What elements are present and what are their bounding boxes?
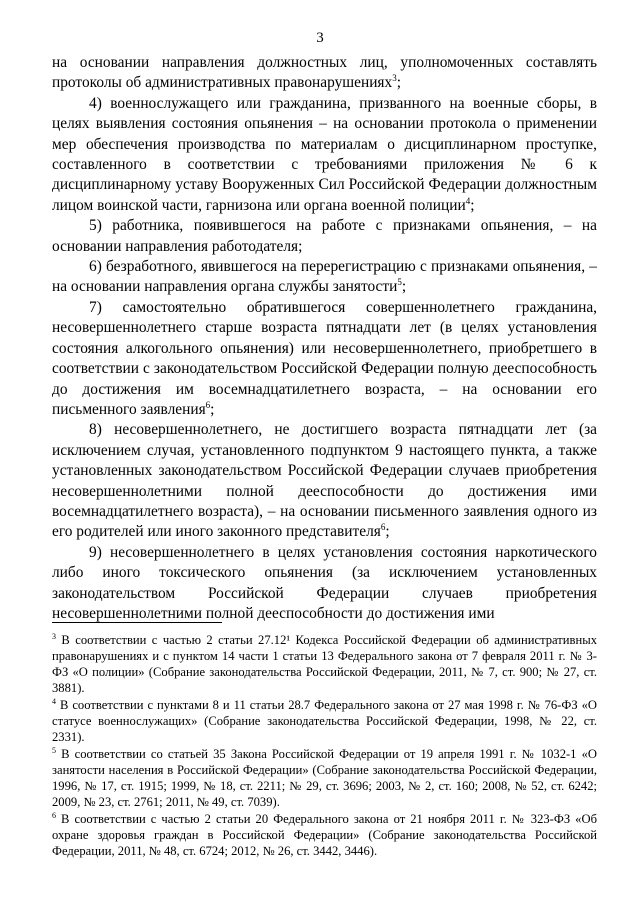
paragraph-4: 6) безработного, явившегося на перерегистрацию с признаками опьянения, – на основании направления органа службы занятости$^5$; [52,258,597,296]
footnote-ref: 3 [392,73,397,84]
paragraph-3: 5) работника, появившегося на работе с признаками опьянения, – на основании направления работодателя; [52,217,597,255]
paragraph-6: 8) несовершеннолетнего, не достигшего возраста пятнадцати лет (за исключением случая, установленного подпунктом 9 настоящего пункта, а также установленных законодательством Российской Федерации случаев приобретения несовершеннолетними полной дееспособности до достижения ими восемнадцатилетнего возраста), – на основании письменного заявления одного из его родителей или иного законного представителя$^6$; [52,421,597,541]
footnote-ref: 6 [380,522,386,533]
footnote-ref: 5 [397,277,402,288]
paragraph-5: 7) самостоятельно обратившегося совершеннолетнего гражданина, несовершеннолетнего старше возраста пятнадцати лет (в целях установления состояния алкогольного опьянения) или несовершеннолетнего, приобретшего в соответствии с законодательством Российской Федерации полную дееспособность до достижения им восемнадцатилетнего возраста, – на основании его письменного заявления$^6$; [52,298,597,418]
footnote-6: $^6$ В соответствии с частью 2 статьи 20 Федерального закона от 21 ноября 2011 г. № 323-ФЗ «Об охране здоровья граждан в Российской Федерации» (Собрание законодательства Российской Федерации, 2011, № 48, ст. 6724; 2012, № 26, ст. 3442, 3446). [52,810,597,858]
footnote-separator [52,622,222,623]
footnote-ref: 6 [205,399,211,410]
footnote-5: $^5$ В соответствии со статьей 35 Закона Российской Федерации от 19 апреля 1991 г. № 1032-1 «О занятости населения в Российской Федерации» (Собрание законодательства Российской Федерации, 1996, № 17, ст. 1915; 1999, № 18, ст. 2211; № 29, ст. 3696; 2003, № 2, ст. 160; 2008, № 52, ст. 6242; 2009, № 23, ст. 2761; 2011, № 49, ст. 7039). [52,745,597,809]
footnote-3: $^3$ В соответствии с частью 2 статьи 27.12¹ Кодекса Российской Федерации об административных правонарушениях и с пунктом 14 части 1 статьи 13 Федерального закона от 7 февраля 2011 г. № 3-ФЗ «О полиции» (Собрание законодательства Российской Федерации, 2011, № 7, ст. 900; № 27, ст. 3881). [52,631,597,695]
page-number: 3 [316,30,324,46]
paragraph-1: на основании направления должностных лиц, уполномоченных составлять протоколы об административных правонарушениях$^3$; [52,54,597,92]
paragraph-7: 9) несовершеннолетнего в целях установления состояния наркотического либо иного токсического опьянения (за исключением установленных законодательством Российской Федерации случаев приобретения несовершеннолетними полной дееспособности до достижения ими [52,543,597,622]
footnote-4: $^4$ В соответствии с пунктами 8 и 11 статьи 28.7 Федерального закона от 27 мая 1998 г. № 76-ФЗ «О статусе военнослужащих» (Собрание законодательства Российской Федерации, 1998, № 22, ст. 2331). [52,696,597,744]
document-body [52,53,597,624]
footnote-ref: 4 [465,195,471,206]
footnotes [52,632,597,860]
paragraph-2: 4) военнослужащего или гражданина, призванного на военные сборы, в целях выявления состояния опьянения – на основании протокола о применении мер обеспечения производства по материалам о дисциплинарном проступке, составленного в соответствии с требованиями приложения № 6 к дисциплинарному уставу Вооруженных Сил Российской Федерации должностным лицом воинской части, гарнизона или органа военной полиции$^4$; [52,94,597,214]
